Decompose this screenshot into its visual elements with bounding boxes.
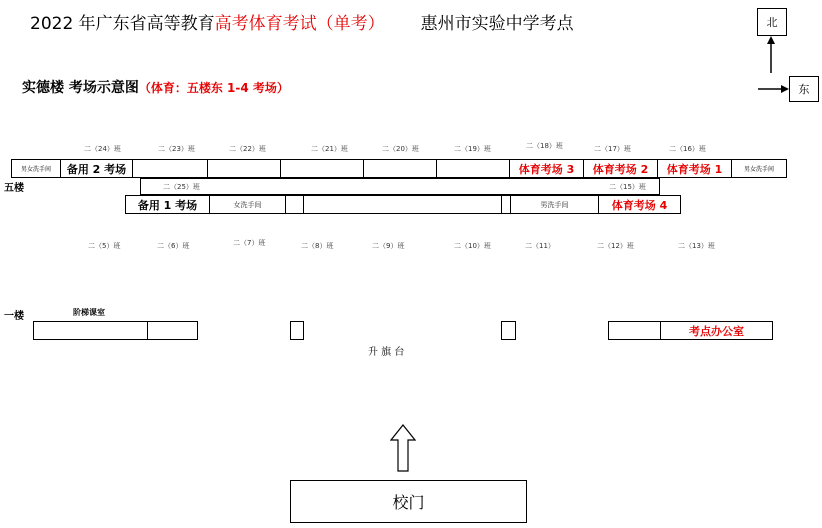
first-floor-left-block xyxy=(33,321,198,340)
backup-room-2-label: 备用 2 考场 xyxy=(66,162,127,176)
label-class-7: 二（7）班 xyxy=(233,239,266,247)
restroom-right xyxy=(732,160,786,177)
label-class-15: 二（15）班 xyxy=(609,183,646,191)
lecture-hall-label: 阶梯课室 xyxy=(73,308,105,317)
east-arrow-icon xyxy=(758,83,790,95)
exam-room-1-label: 体育考场 1 xyxy=(666,162,723,176)
exam-room-3-label: 体育考场 3 xyxy=(518,162,575,176)
room-class-22 xyxy=(208,160,281,177)
fifth-floor-top-row xyxy=(11,159,787,178)
restroom-right-label: 男女洗手间 xyxy=(743,166,774,173)
title-part-3: 惠州市实验中学考点 xyxy=(420,14,574,34)
exam-room-4 xyxy=(599,196,680,213)
label-class-12: 二（12）班 xyxy=(597,242,634,250)
label-class-9: 二（9）班 xyxy=(372,242,405,250)
diagram-subtitle xyxy=(22,77,289,97)
room-class-21 xyxy=(281,160,364,177)
compass-north xyxy=(757,8,787,36)
compass-east xyxy=(789,76,819,102)
floor-label-fifth: 五楼 xyxy=(4,183,24,194)
restroom-left xyxy=(12,160,61,177)
exam-room-4-label: 体育考场 4 xyxy=(611,198,668,212)
page-title xyxy=(30,9,574,34)
flag-platform-label: 升 旗 台 xyxy=(368,347,405,358)
exam-room-3 xyxy=(510,160,584,177)
label-class-10: 二（10）班 xyxy=(454,242,491,250)
title-part-red: 高考体育考试（单考） xyxy=(214,14,385,34)
pillar-right xyxy=(501,321,516,340)
backup-room-1-label: 备用 1 考场 xyxy=(137,198,198,212)
label-class-21: 二（21）班 xyxy=(311,145,348,153)
first-floor-room-2 xyxy=(148,322,197,339)
backup-room-2 xyxy=(61,160,133,177)
room-class-19 xyxy=(437,160,510,177)
up-arrow-icon xyxy=(390,424,416,472)
north-arrow-icon xyxy=(764,36,778,74)
first-floor-right-block xyxy=(608,321,773,340)
exam-room-2 xyxy=(584,160,658,177)
fifth-floor-label-strip xyxy=(140,178,660,195)
restroom-left-label: 男女洗手间 xyxy=(20,166,51,173)
floor-label-first: 一楼 xyxy=(4,311,24,322)
room-class-20 xyxy=(364,160,437,177)
room-class-23 xyxy=(133,160,208,177)
school-gate xyxy=(290,480,527,523)
label-class-5: 二（5）班 xyxy=(88,242,121,250)
room-blank-3 xyxy=(502,196,511,213)
female-restroom xyxy=(210,196,286,213)
label-class-20: 二（20）班 xyxy=(382,145,419,153)
label-class-22: 二（22）班 xyxy=(229,145,266,153)
first-floor-room-3 xyxy=(609,322,661,339)
exam-office xyxy=(661,322,772,339)
exam-room-2-label: 体育考场 2 xyxy=(592,162,649,176)
east-label: 东 xyxy=(798,83,810,96)
label-class-16: 二（16）班 xyxy=(669,145,706,153)
exam-office-label: 考点办公室 xyxy=(689,324,744,338)
label-class-17: 二（17）班 xyxy=(594,145,631,153)
school-gate-label: 校门 xyxy=(392,493,425,512)
label-class-24: 二（24）班 xyxy=(84,145,121,153)
subtitle-red: （体育：五楼东 1-4 考场） xyxy=(138,81,289,95)
label-class-25: 二（25）班 xyxy=(163,183,200,191)
lecture-hall-room xyxy=(34,322,148,339)
backup-room-1 xyxy=(126,196,210,213)
label-class-6: 二（6）班 xyxy=(157,242,190,250)
title-part-1: 2022 年广东省高等教育 xyxy=(30,14,215,34)
female-restroom-label: 女洗手间 xyxy=(233,200,262,209)
label-class-13: 二（13）班 xyxy=(678,242,715,250)
pillar-left xyxy=(290,321,304,340)
subtitle-black: 实德楼 考场示意图 xyxy=(22,80,139,96)
room-blank-2 xyxy=(304,196,502,213)
label-class-18: 二（18）班 xyxy=(526,142,563,150)
fifth-floor-bottom-row xyxy=(125,195,681,214)
label-class-19: 二（19）班 xyxy=(454,145,491,153)
label-class-11: 二（11） xyxy=(525,242,555,250)
label-class-8: 二（8）班 xyxy=(301,242,334,250)
label-class-23: 二（23）班 xyxy=(158,145,195,153)
male-restroom-label: 男洗手间 xyxy=(540,200,569,209)
room-blank-1 xyxy=(286,196,304,213)
north-label: 北 xyxy=(766,16,778,29)
male-restroom xyxy=(511,196,599,213)
exam-room-1 xyxy=(658,160,732,177)
